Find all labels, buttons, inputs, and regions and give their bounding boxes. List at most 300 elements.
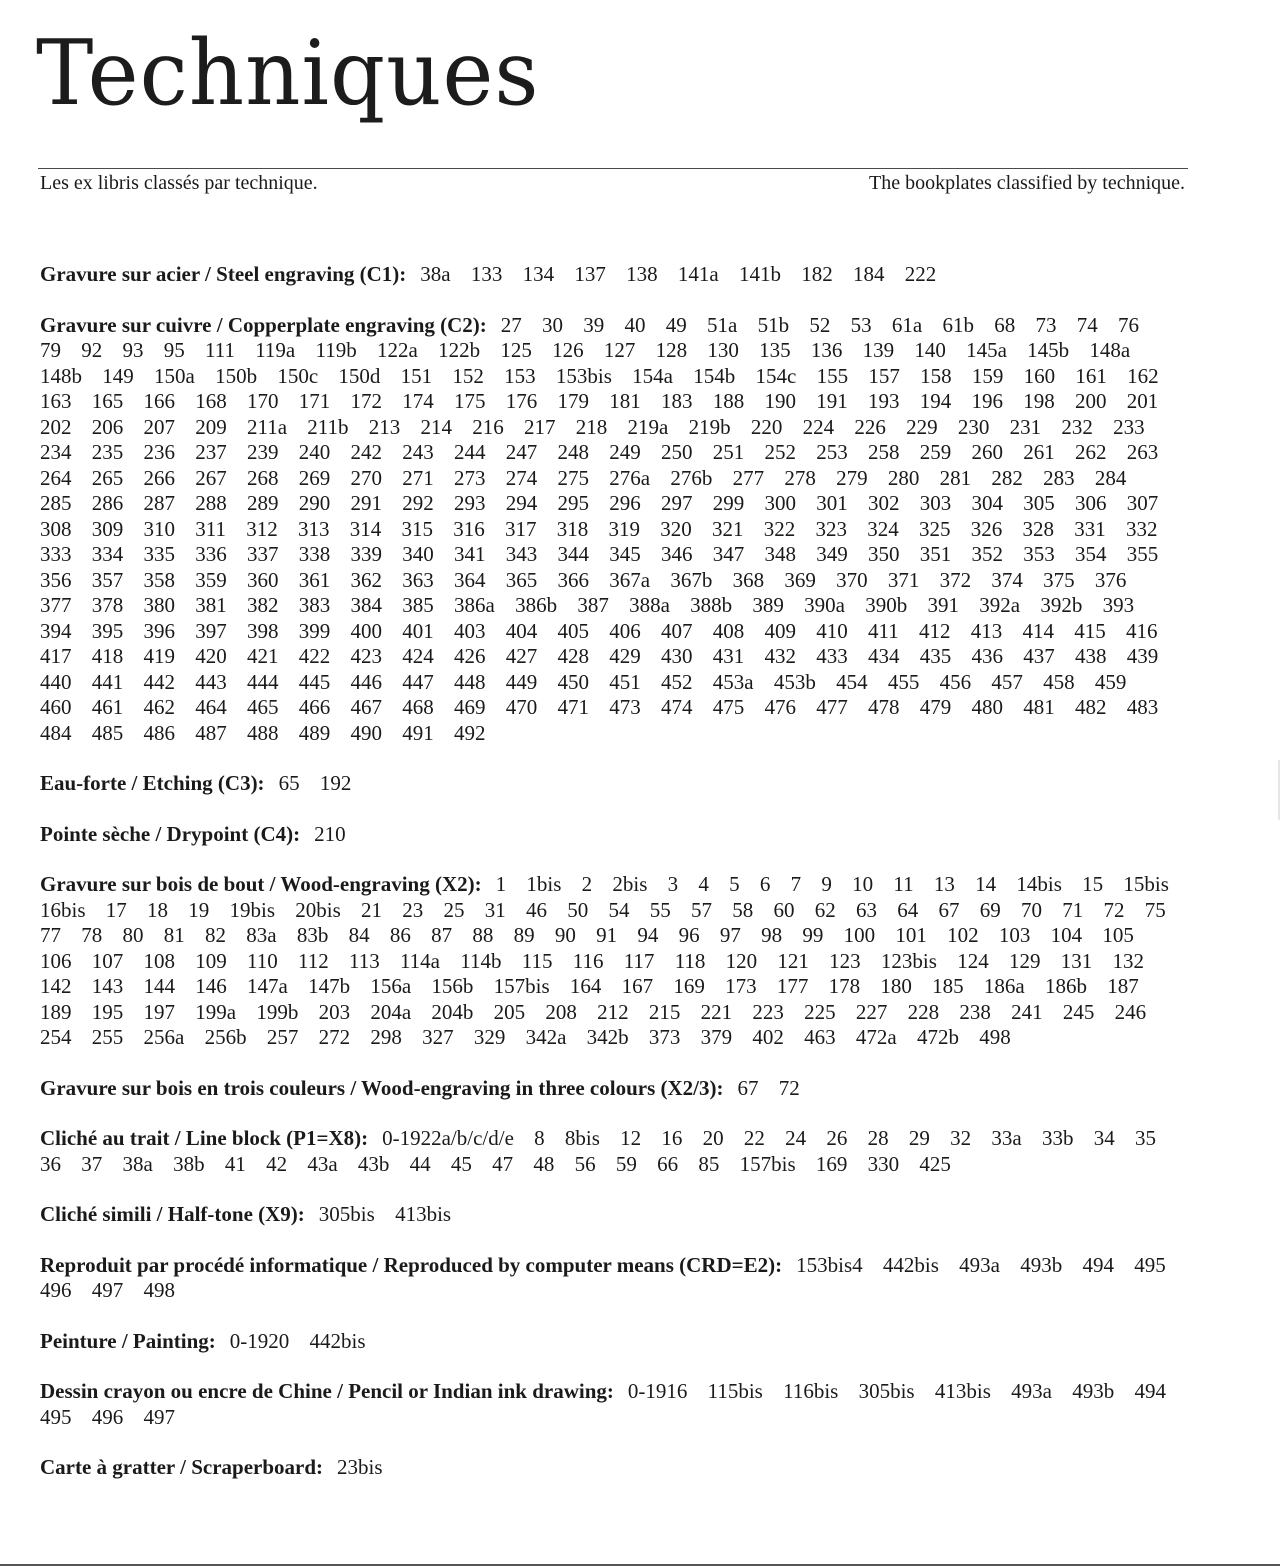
bookplate-number: 322 <box>763 516 796 541</box>
bookplate-number: 444 <box>247 669 279 694</box>
bookplate-number: 1bis <box>526 872 562 896</box>
bookplate-number: 441 <box>91 669 124 694</box>
bookplate-number: 119b <box>315 338 357 362</box>
bookplate-number: 476 <box>764 695 796 719</box>
bookplate-number: 147a <box>247 974 288 998</box>
bookplate-number: 498 <box>979 1025 1011 1049</box>
bookplate-number: 192 <box>319 771 352 795</box>
bookplate-number: 61b <box>942 312 974 337</box>
bookplate-number: 282 <box>991 465 1023 490</box>
bookplate-number: 464 <box>195 695 227 719</box>
bookplate-number: 115 <box>521 948 553 973</box>
bookplate-number: 30 <box>542 312 564 337</box>
bookplate-number: 430 <box>661 644 693 668</box>
bookplate-number: 203 <box>318 999 351 1024</box>
bookplate-number: 496 <box>91 1404 124 1429</box>
bookplate-number: 355 <box>1126 542 1159 566</box>
bookplate-number: 116bis <box>783 1379 839 1403</box>
bookplate-number: 331 <box>1074 516 1106 541</box>
bookplate-number: 157bis <box>493 974 550 998</box>
bookplate-number: 256a <box>143 1025 185 1049</box>
bookplate-number: 74 <box>1076 312 1098 337</box>
bookplate-number: 478 <box>868 695 900 719</box>
bookplate-number: 445 <box>298 669 331 694</box>
bookplate-number: 391 <box>927 593 959 617</box>
bookplate-number: 102 <box>947 923 979 947</box>
bookplate-number: 301 <box>816 491 848 515</box>
bookplate-number: 392a <box>979 593 1021 617</box>
bookplate-number: 104 <box>1050 923 1083 947</box>
technique-section <box>40 1202 1190 1228</box>
bookplate-number: 435 <box>919 644 952 668</box>
bookplate-number: 109 <box>195 948 227 973</box>
bookplate-number: 12 <box>620 1126 642 1150</box>
technique-label: Reproduit par procédé informatique / Reproduced by computer means (CRD=E2): <box>40 1252 783 1277</box>
bookplate-number: 324 <box>867 516 899 541</box>
bookplate-number: 218 <box>575 414 608 439</box>
bookplate-number: 472b <box>916 1025 959 1049</box>
bookplate-number: 188 <box>712 389 745 413</box>
technique-label: Pointe sèche / Drypoint (C4): <box>40 821 301 846</box>
bookplate-number: 488 <box>247 720 279 745</box>
bookplate-number: 364 <box>454 567 486 592</box>
bookplate-number: 498 <box>143 1278 175 1302</box>
bookplate-number: 381 <box>195 593 227 617</box>
bookplate-number: 415 <box>1074 618 1106 643</box>
bookplate-number: 162 <box>1127 363 1159 388</box>
bookplate-number: 356 <box>40 567 72 592</box>
bookplate-number: 92 <box>81 338 103 362</box>
bookplate-number: 204a <box>370 999 412 1024</box>
bookplate-number: 99 <box>802 923 824 947</box>
bookplate-number: 497 <box>143 1404 175 1429</box>
bookplate-number: 152 <box>452 363 484 388</box>
bookplate-number: 319 <box>608 516 640 541</box>
bookplate-number: 77 <box>40 923 61 947</box>
bookplate-number: 154b <box>693 363 736 388</box>
bookplate-number: 307 <box>1126 491 1159 515</box>
bookplate-number: 110 <box>247 948 278 973</box>
bookplate-number: 262 <box>1075 440 1107 464</box>
bookplate-number: 305bis <box>858 1379 915 1403</box>
technique-section <box>40 872 1190 1051</box>
bookplate-number: 106 <box>40 948 72 973</box>
bookplate-number: 373 <box>648 1025 681 1049</box>
bookplate-number: 241 <box>1011 999 1043 1024</box>
bookplate-number: 236 <box>143 440 175 464</box>
bookplate-number: 334 <box>91 542 124 566</box>
bookplate-number: 67 <box>737 1075 759 1100</box>
bookplate-number: 51a <box>707 312 738 337</box>
bookplate-number: 205 <box>493 999 526 1024</box>
bookplate-number: 190 <box>764 389 796 413</box>
bookplate-number: 302 <box>868 491 900 515</box>
bookplate-number: 378 <box>91 593 124 617</box>
bookplate-number: 374 <box>991 567 1023 592</box>
bookplate-number: 483 <box>1126 695 1159 719</box>
bookplate-number: 269 <box>298 465 331 490</box>
bookplate-number: 72 <box>778 1075 800 1100</box>
bookplate-number: 249 <box>609 440 641 464</box>
bookplate-number: 308 <box>40 516 72 541</box>
bookplate-number: 38b <box>173 1151 205 1176</box>
bookplate-number: 228 <box>907 999 940 1024</box>
bookplate-number: 34 <box>1093 1126 1115 1150</box>
bookplate-number: 263 <box>1126 440 1159 464</box>
bookplate-number: 408 <box>712 618 745 643</box>
bookplate-number: 150d <box>338 363 381 388</box>
bookplate-number: 311 <box>195 516 226 541</box>
bookplate-number: 492 <box>454 720 486 745</box>
bookplate-number: 158 <box>920 363 952 388</box>
bookplate-number: 212 <box>597 999 629 1024</box>
bookplate-number: 3 <box>667 872 679 896</box>
bookplate-number: 43b <box>357 1151 390 1176</box>
bookplate-number: 443 <box>195 669 227 694</box>
bookplate-number: 28 <box>867 1126 889 1150</box>
bookplate-number: 293 <box>454 491 486 515</box>
bookplate-number: 114b <box>460 948 502 973</box>
bookplate-number: 493b <box>1072 1379 1115 1403</box>
bookplate-number: 283 <box>1043 465 1075 490</box>
bookplate-number: 413bis <box>395 1202 452 1226</box>
bookplate-number: 150a <box>154 363 195 388</box>
bookplate-number: 232 <box>1061 414 1093 439</box>
bookplate-number: 8bis <box>564 1126 600 1150</box>
bookplate-number: 494 <box>1082 1252 1114 1277</box>
bookplate-number: 222 <box>904 262 937 286</box>
bookplate-number: 473 <box>609 695 641 719</box>
bookplate-number: 493a <box>1011 1379 1052 1403</box>
bookplate-number: 187 <box>1107 974 1139 998</box>
bookplate-number: 177 <box>776 974 809 998</box>
bookplate-number: 366 <box>557 567 589 592</box>
bookplate-number: 383 <box>298 593 331 617</box>
bookplate-number: 202 <box>40 414 72 439</box>
bookplate-number: 424 <box>402 644 434 668</box>
bookplate-number: 153bis4 <box>796 1252 863 1277</box>
bookplate-number: 72 <box>1103 897 1125 922</box>
bookplate-number: 375 <box>1043 567 1075 592</box>
bookplate-number: 195 <box>91 999 124 1024</box>
bookplate-number: 86 <box>389 923 411 947</box>
bookplate-number: 367a <box>609 567 651 592</box>
bookplate-number: 390a <box>804 593 845 617</box>
bookplate-number: 48 <box>533 1151 555 1176</box>
bookplate-number: 81 <box>163 923 185 947</box>
bookplate-number: 277 <box>732 465 765 490</box>
bookplate-number: 14bis <box>1016 872 1062 896</box>
bookplate-number: 432 <box>764 644 796 668</box>
bookplate-number: 175 <box>454 389 486 413</box>
bookplate-number: 427 <box>505 644 538 668</box>
bookplate-number: 42 <box>266 1151 288 1176</box>
bookplate-number: 264 <box>40 465 72 490</box>
bookplate-number: 402 <box>752 1025 784 1049</box>
bookplate-number: 421 <box>247 644 279 668</box>
bookplate-number: 335 <box>143 542 175 566</box>
bookplate-number: 398 <box>247 618 279 643</box>
bookplate-number: 82 <box>205 923 226 947</box>
bookplate-number: 196 <box>971 389 1003 413</box>
bookplate-number: 429 <box>609 644 641 668</box>
bookplate-number: 493a <box>959 1252 1000 1277</box>
bookplate-number: 199a <box>195 999 237 1024</box>
bookplate-number: 288 <box>195 491 227 515</box>
bookplate-number: 341 <box>454 542 486 566</box>
bookplate-number: 325 <box>918 516 951 541</box>
bookplate-number: 17 <box>105 897 127 922</box>
bookplate-number: 105 <box>1102 923 1134 947</box>
bookplate-number: 386b <box>515 593 558 617</box>
bookplate-number: 35 <box>1135 1126 1156 1150</box>
bookplate-number: 227 <box>855 999 888 1024</box>
bookplate-number: 69 <box>979 897 1001 922</box>
bookplate-number: 68 <box>994 312 1016 337</box>
bookplate-number: 382 <box>247 593 279 617</box>
bookplate-number: 453a <box>712 669 754 694</box>
bookplate-number: 54 <box>608 897 630 922</box>
bookplate-number: 479 <box>919 695 952 719</box>
bookplate-number: 362 <box>350 567 382 592</box>
bookplate-number: 159 <box>971 363 1004 388</box>
bookplate-number: 1 <box>495 872 507 896</box>
bookplate-number: 123bis <box>880 948 937 973</box>
bookplate-number: 422 <box>298 644 331 668</box>
bookplate-number: 317 <box>504 516 537 541</box>
bookplate-number: 310 <box>143 516 175 541</box>
bookplate-number: 219a <box>627 414 669 439</box>
bookplate-number: 243 <box>402 440 434 464</box>
bookplate-number: 491 <box>402 720 434 745</box>
bookplate-number: 76 <box>1117 312 1139 337</box>
bookplate-number: 233 <box>1113 414 1145 439</box>
bookplate-number: 433 <box>816 644 848 668</box>
technique-label: Peinture / Painting: <box>40 1328 216 1353</box>
technique-section <box>40 262 1190 288</box>
bookplate-number: 198 <box>1023 389 1055 413</box>
bookplate-number: 27 <box>500 312 522 337</box>
bookplate-number: 140 <box>914 338 946 362</box>
bookplate-number: 169 <box>815 1151 848 1176</box>
header-divider <box>38 168 1188 169</box>
bookplate-number: 482 <box>1075 695 1107 719</box>
bookplate-number: 315 <box>401 516 433 541</box>
bookplate-number: 409 <box>764 618 796 643</box>
bookplate-number: 223 <box>752 999 784 1024</box>
bookplate-number: 75 <box>1144 897 1166 922</box>
bookplate-number: 318 <box>556 516 589 541</box>
bookplate-number: 89 <box>513 923 535 947</box>
bookplate-number: 456 <box>939 669 972 694</box>
bookplate-number: 19 <box>188 897 210 922</box>
bookplate-number: 495 <box>40 1404 72 1429</box>
bookplate-number: 91 <box>596 923 618 947</box>
bookplate-number: 67 <box>938 897 960 922</box>
bookplate-number: 347 <box>712 542 745 566</box>
bookplate-number: 423 <box>350 644 382 668</box>
bookplate-number: 61a <box>891 312 923 337</box>
bookplate-number: 358 <box>143 567 175 592</box>
bookplate-number: 148b <box>40 363 82 388</box>
bookplate-number: 37 <box>81 1151 103 1176</box>
bookplate-number: 221 <box>700 999 733 1024</box>
bookplate-number: 353 <box>1023 542 1055 566</box>
bookplate-number: 417 <box>40 644 72 668</box>
bookplate-number: 292 <box>402 491 434 515</box>
technique-section <box>40 1126 1190 1177</box>
bookplate-number: 226 <box>854 414 886 439</box>
technique-label: Gravure sur cuivre / Copperplate engraving (C2): <box>40 312 487 337</box>
bookplate-number: 487 <box>195 720 227 745</box>
bookplate-number: 141b <box>738 262 781 286</box>
bookplate-number: 170 <box>247 389 279 413</box>
bookplate-number: 210 <box>314 821 346 846</box>
bookplate-number: 146 <box>195 974 227 998</box>
bookplate-number: 128 <box>655 338 688 362</box>
bookplate-number: 287 <box>143 491 175 515</box>
bookplate-number: 439 <box>1126 644 1159 668</box>
bookplate-number: 66 <box>657 1151 679 1176</box>
bookplate-number: 485 <box>91 720 124 745</box>
bookplate-number: 395 <box>91 618 124 643</box>
bookplate-number: 490 <box>350 720 382 745</box>
bookplate-number: 497 <box>91 1278 124 1302</box>
bookplate-number: 272 <box>318 1025 351 1049</box>
bookplate-number: 298 <box>370 1025 402 1049</box>
bookplate-number: 448 <box>454 669 486 694</box>
bookplate-number: 466 <box>298 695 331 719</box>
bookplate-number: 447 <box>402 669 434 694</box>
bookplate-number: 434 <box>868 644 900 668</box>
bookplate-number: 101 <box>895 923 927 947</box>
bookplate-number: 168 <box>195 389 227 413</box>
bookplate-number: 164 <box>569 974 602 998</box>
bookplate-number: 446 <box>350 669 382 694</box>
bookplate-number: 363 <box>402 567 434 592</box>
bookplate-number: 266 <box>143 465 175 490</box>
bookplate-number: 237 <box>195 440 227 464</box>
bookplate-number: 454 <box>836 669 868 694</box>
bookplate-number: 368 <box>732 567 765 592</box>
bookplate-number: 98 <box>761 923 783 947</box>
bookplate-number: 65 <box>278 771 300 795</box>
bookplate-number: 240 <box>298 440 331 464</box>
bookplate-number: 171 <box>298 389 331 413</box>
bookplate-number: 457 <box>991 669 1023 694</box>
bookplate-number: 46 <box>526 897 548 922</box>
bookplate-number: 224 <box>802 414 835 439</box>
bookplate-number: 207 <box>143 414 175 439</box>
bookplate-number: 416 <box>1125 618 1158 643</box>
bookplate-number: 6 <box>759 872 771 896</box>
page-bottom-edge <box>0 1564 1280 1566</box>
bookplate-number: 165 <box>91 389 124 413</box>
bookplate-number: 242 <box>350 440 382 464</box>
bookplate-number: 328 <box>1022 516 1054 541</box>
subtitle-english: The bookplates classified by technique. <box>868 172 1185 194</box>
bookplate-number: 206 <box>91 414 124 439</box>
bookplate-number: 245 <box>1062 999 1095 1024</box>
bookplate-number: 51b <box>757 312 790 337</box>
bookplate-number: 290 <box>298 491 331 515</box>
bookplate-number: 469 <box>454 695 486 719</box>
bookplate-number: 107 <box>91 948 124 973</box>
bookplate-number: 257 <box>266 1025 299 1049</box>
bookplate-number: 336 <box>195 542 227 566</box>
bookplate-number: 0-1920 <box>229 1328 290 1353</box>
bookplate-number: 462 <box>143 695 175 719</box>
bookplate-number: 214 <box>420 414 453 439</box>
bookplate-number: 420 <box>195 644 227 668</box>
bookplate-number: 127 <box>603 338 636 362</box>
bookplate-number: 95 <box>163 338 185 362</box>
bookplate-number: 191 <box>816 389 848 413</box>
bookplate-number: 493b <box>1020 1252 1063 1277</box>
bookplate-number: 414 <box>1022 618 1054 643</box>
bookplate-number: 52 <box>809 312 831 337</box>
bookplate-number: 147b <box>308 974 351 998</box>
bookplate-number: 36 <box>40 1151 61 1176</box>
bookplate-number: 480 <box>971 695 1003 719</box>
bookplate-number: 468 <box>402 695 434 719</box>
bookplate-number: 153bis <box>555 363 612 388</box>
bookplate-number: 59 <box>615 1151 637 1176</box>
bookplate-number: 450 <box>557 669 589 694</box>
bookplate-number: 339 <box>350 542 382 566</box>
bookplate-number: 320 <box>660 516 692 541</box>
bookplate-number: 230 <box>957 414 990 439</box>
technique-section <box>40 822 1190 848</box>
bookplate-number: 124 <box>957 948 989 973</box>
bookplate-number: 470 <box>505 695 538 719</box>
bookplate-number: 129 <box>1008 948 1041 973</box>
bookplate-number: 437 <box>1023 644 1055 668</box>
bookplate-number: 137 <box>574 262 606 286</box>
bookplate-number: 326 <box>970 516 1003 541</box>
bookplate-number: 180 <box>880 974 912 998</box>
technique-label: Dessin crayon ou encre de Chine / Pencil or Indian ink drawing: <box>40 1379 614 1403</box>
bookplate-number: 413 <box>970 618 1003 643</box>
bookplate-number: 45 <box>450 1151 472 1176</box>
bookplate-number: 150b <box>215 363 258 388</box>
bookplate-number: 134 <box>522 262 555 286</box>
bookplate-number: 64 <box>897 897 919 922</box>
bookplate-number: 24 <box>785 1126 807 1150</box>
bookplate-number: 160 <box>1023 363 1056 388</box>
bookplate-number: 472a <box>855 1025 897 1049</box>
bookplate-number: 474 <box>661 695 693 719</box>
bookplate-number: 400 <box>350 618 382 643</box>
bookplate-number: 141a <box>677 262 719 286</box>
bookplate-number: 360 <box>247 567 279 592</box>
bookplate-number: 131 <box>1060 948 1093 973</box>
bookplate-number: 425 <box>919 1151 951 1176</box>
bookplate-number: 270 <box>350 465 382 490</box>
bookplate-number: 148a <box>1089 338 1131 362</box>
bookplate-number: 53 <box>850 312 872 337</box>
bookplate-number: 186b <box>1045 974 1087 998</box>
bookplate-number: 276b <box>670 465 713 490</box>
bookplate-number: 486 <box>143 720 175 745</box>
bookplate-number: 186a <box>983 974 1025 998</box>
bookplate-number: 58 <box>732 897 754 922</box>
bookplate-number: 268 <box>247 465 279 490</box>
bookplate-number: 8 <box>534 1126 545 1150</box>
technique-section <box>40 771 1190 797</box>
bookplate-number: 176 <box>505 389 538 413</box>
bookplate-number: 279 <box>836 465 868 490</box>
